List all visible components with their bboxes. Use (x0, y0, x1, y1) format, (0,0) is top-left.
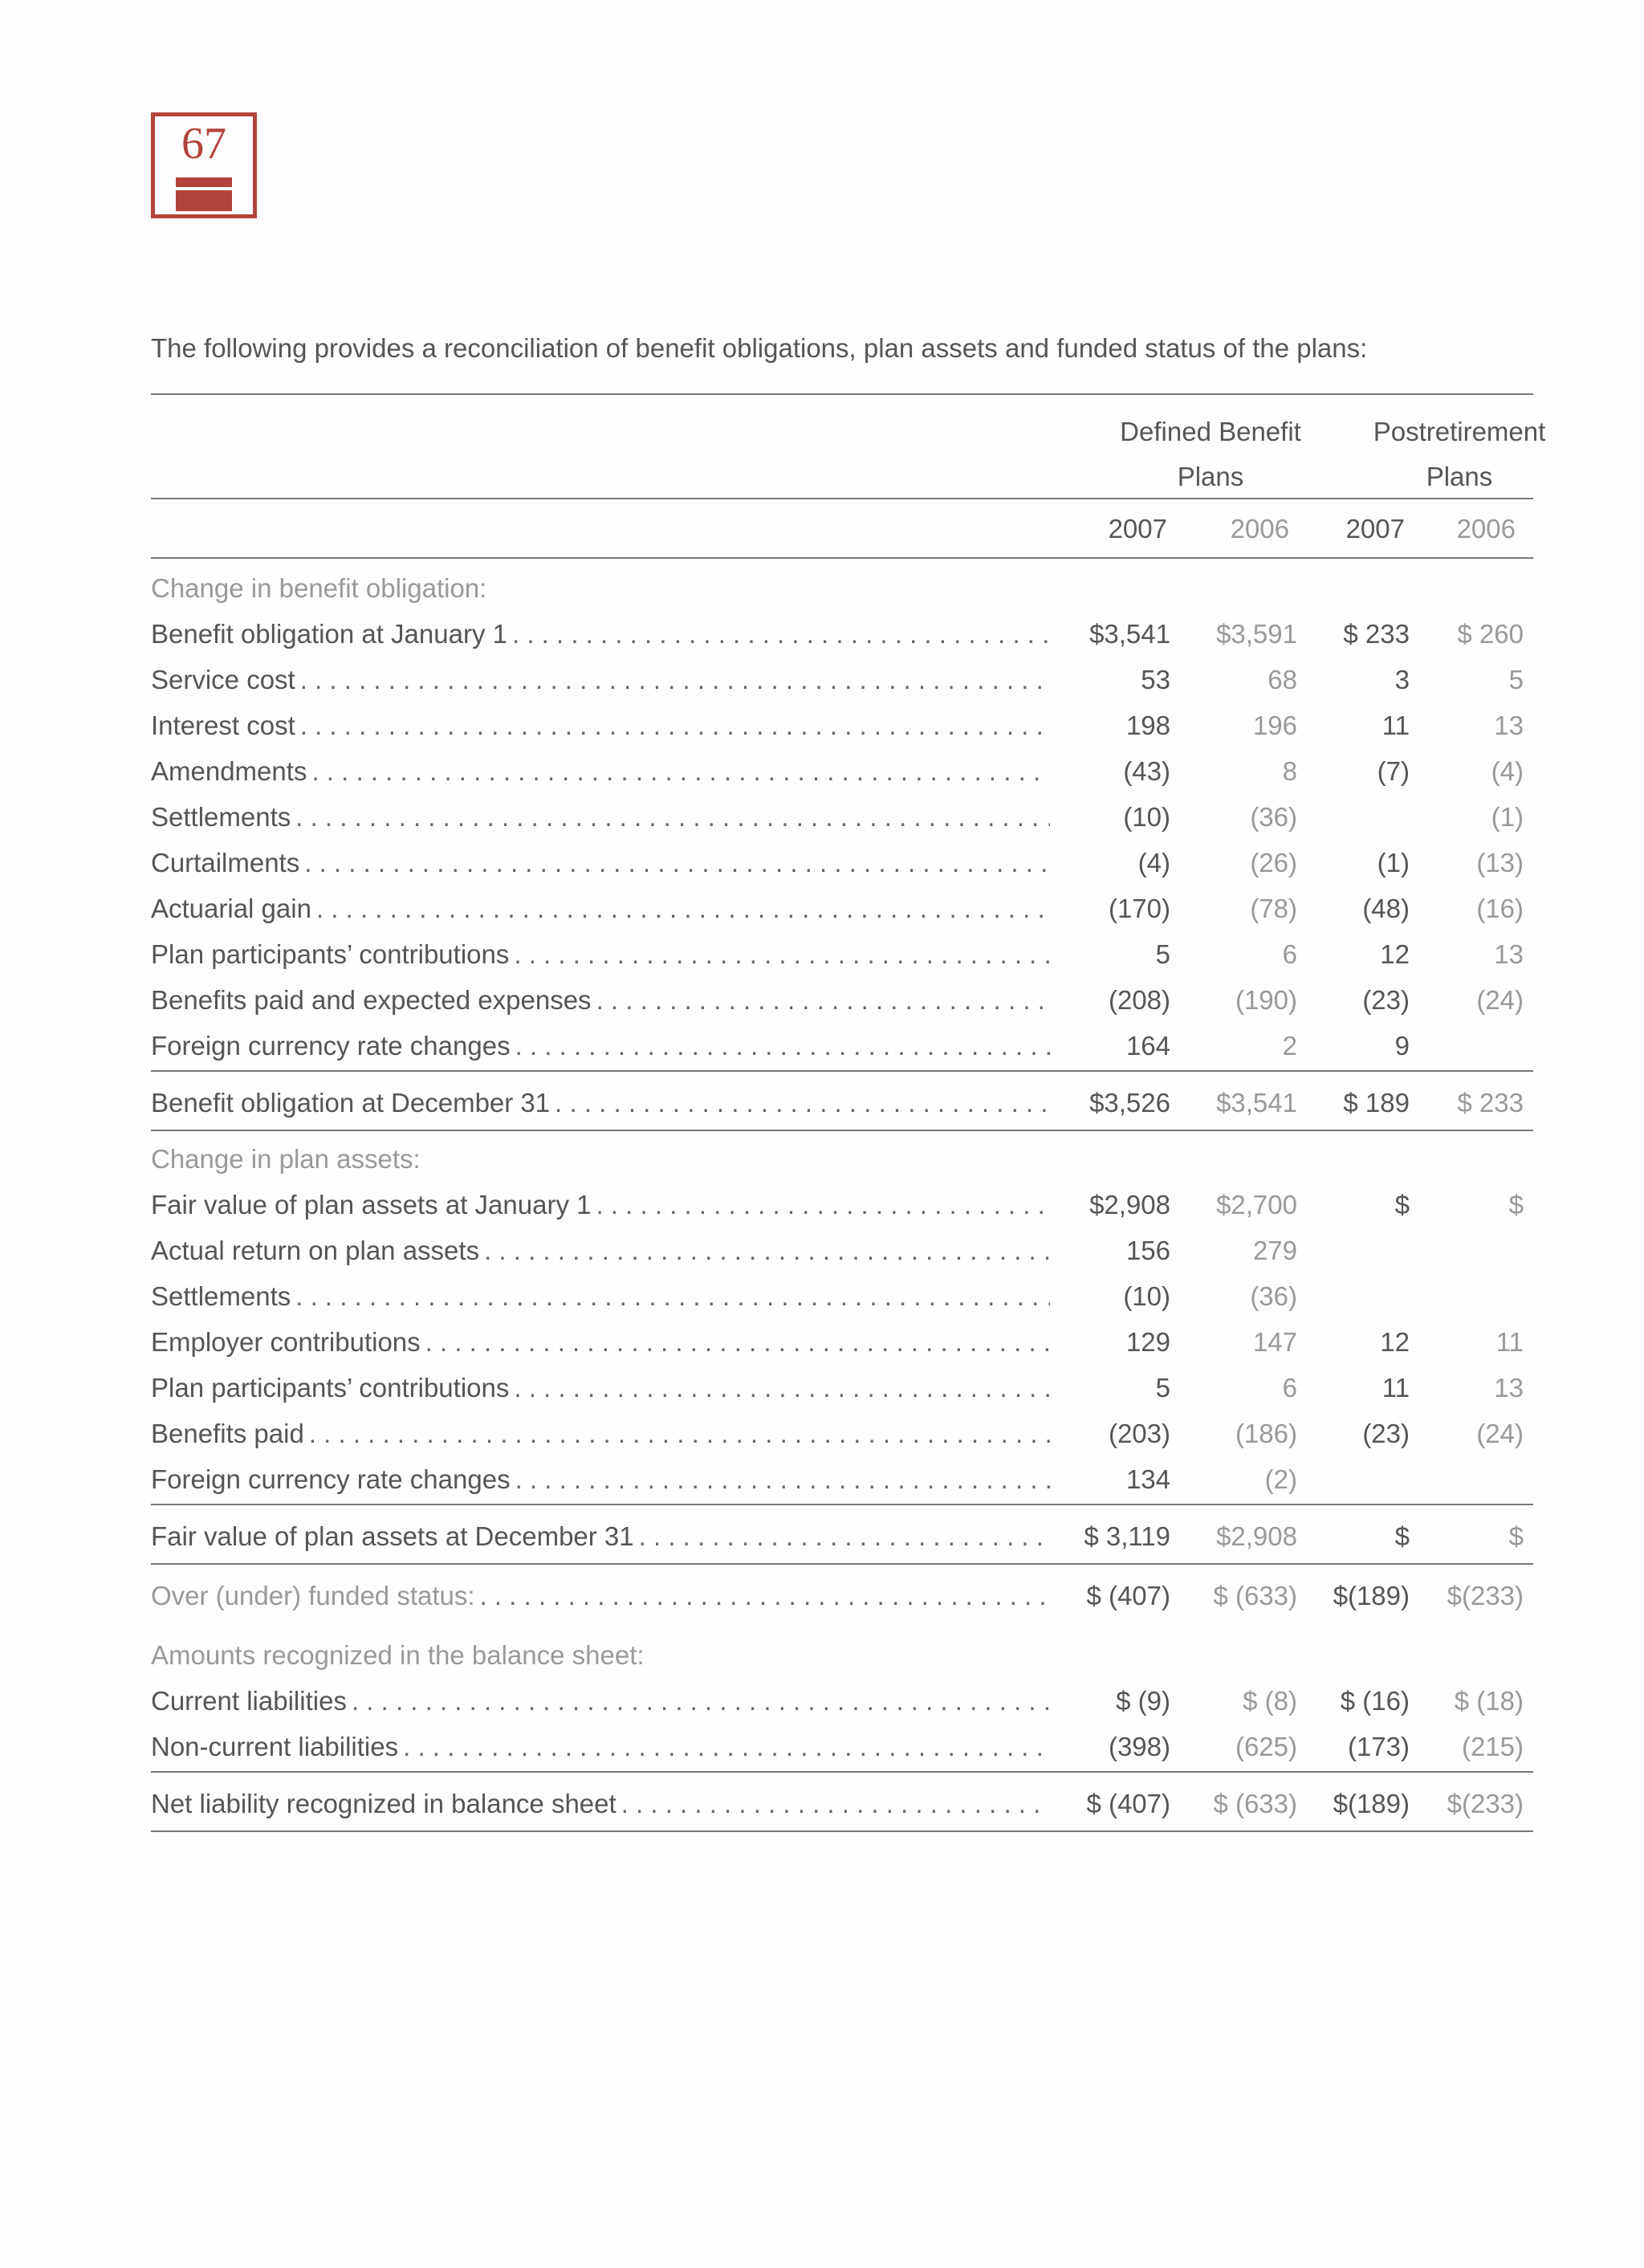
year-dbp-2007: 2007 (1108, 514, 1167, 544)
section-title: Change in benefit obligation: (151, 573, 487, 603)
value-cell: 147 (1252, 1327, 1297, 1357)
value-cell: (1) (1377, 848, 1410, 877)
value-cell: (10) (1123, 802, 1170, 832)
row-label: Employer contributions . . . (151, 1327, 1050, 1358)
group-header-row (151, 395, 1546, 498)
value-cell: (1) (1491, 802, 1524, 832)
value-cell: $2,700 (1216, 1190, 1297, 1220)
table-row (151, 796, 1533, 841)
value-cell: (36) (1250, 1281, 1297, 1311)
row-label: Benefit obligation at January 1 . . . (151, 619, 1050, 649)
value-cell: (43) (1123, 756, 1170, 786)
value-cell: (173) (1347, 1732, 1410, 1761)
row-label: Curtailments . . . (151, 848, 1050, 878)
row-label: Plan participants’ contributions . . . (151, 939, 1050, 970)
header-dbp-line2: Plans (1177, 462, 1244, 491)
value-cell: $2,908 (1089, 1190, 1170, 1220)
value-cell: 6 (1282, 1373, 1297, 1403)
value-cell: $ 3,119 (1084, 1521, 1170, 1551)
table-row (151, 750, 1533, 796)
row-label: Amendments . . . (151, 756, 1050, 787)
value-cell: $(189) (1333, 1789, 1410, 1818)
value-cell: 13 (1494, 1373, 1524, 1403)
header-prp-line1: Postretirement (1373, 417, 1546, 446)
value-cell: $3,541 (1089, 619, 1170, 649)
value-cell: $ (407) (1086, 1789, 1170, 1818)
badge-bar-thick (176, 190, 232, 211)
value-cell: $2,908 (1216, 1521, 1297, 1551)
value-cell: $ (16) (1340, 1686, 1410, 1716)
page-number: 67 (181, 119, 226, 169)
year-rule (151, 557, 1533, 559)
row-label: Service cost . . . (151, 665, 1050, 695)
total-row (151, 1070, 1533, 1131)
value-cell: (7) (1377, 756, 1410, 786)
value-cell: $ (8) (1243, 1686, 1297, 1716)
value-cell: (190) (1235, 985, 1297, 1015)
table-row (151, 1680, 1533, 1725)
value-cell: $(233) (1447, 1789, 1524, 1818)
table-row (151, 613, 1533, 658)
value-cell: $ 260 (1457, 619, 1524, 649)
value-cell: (203) (1108, 1419, 1170, 1448)
row-label: Actuarial gain . . . (151, 894, 1050, 924)
net-liability-row (151, 1771, 1533, 1832)
value-cell: 68 (1268, 665, 1297, 694)
header-dbp-line1: Defined Benefit (1120, 417, 1301, 446)
table-row (151, 841, 1533, 887)
table-row (151, 1458, 1533, 1504)
value-cell: 6 (1282, 939, 1297, 969)
row-label: Actual return on plan assets . . . (151, 1236, 1050, 1266)
value-cell: (2) (1264, 1464, 1297, 1494)
intro-text: The following provides a reconciliation of benefit obligations, plan assets and funded status of the plans: (151, 333, 1368, 363)
reconciliation-table (151, 393, 1546, 1832)
row-label: Fair value of plan assets at January 1 . . . (151, 1190, 1050, 1220)
value-cell: (36) (1250, 802, 1297, 832)
table-row (151, 1366, 1533, 1412)
section-heading (151, 1634, 1533, 1680)
value-cell: (625) (1235, 1732, 1297, 1761)
value-cell: 134 (1125, 1464, 1170, 1494)
funded-status-row (151, 1565, 1533, 1623)
table-row (151, 1321, 1533, 1366)
row-label: Non-current liabilities . . . (151, 1732, 1050, 1762)
value-cell: 5 (1508, 665, 1524, 694)
year-dbp-2006: 2006 (1230, 514, 1289, 544)
value-cell: $3,526 (1089, 1088, 1170, 1118)
page-number-badge (151, 112, 257, 218)
value-cell: (13) (1476, 848, 1524, 877)
value-cell: (26) (1250, 848, 1297, 877)
value-cell: $ (633) (1213, 1581, 1297, 1610)
row-label: Foreign currency rate changes . . . (151, 1464, 1050, 1495)
value-cell: 13 (1494, 711, 1524, 740)
value-cell: 9 (1394, 1031, 1410, 1061)
value-cell: (186) (1235, 1419, 1297, 1448)
value-cell: $ 233 (1343, 619, 1410, 649)
value-cell: $ (407) (1086, 1581, 1170, 1610)
value-cell: 13 (1494, 939, 1524, 969)
value-cell: (4) (1137, 848, 1170, 877)
value-cell: (24) (1476, 1419, 1524, 1448)
value-cell: $3,591 (1216, 619, 1297, 649)
value-cell: $ (9) (1116, 1686, 1170, 1716)
table-row (151, 979, 1533, 1024)
value-cell: (23) (1362, 1419, 1410, 1448)
section-title: Change in plan assets: (151, 1144, 421, 1174)
year-prp-2006: 2006 (1456, 514, 1516, 544)
value-cell: $ (633) (1213, 1789, 1297, 1818)
value-cell: 164 (1125, 1031, 1170, 1061)
value-cell: 12 (1380, 939, 1410, 969)
row-label: Fair value of plan assets at December 31 . . . (151, 1521, 1050, 1552)
value-cell: 12 (1380, 1327, 1410, 1357)
value-cell: (16) (1476, 894, 1524, 923)
table-row (151, 1024, 1533, 1070)
value-cell: 129 (1125, 1327, 1170, 1357)
row-label: Net liability recognized in balance sheet . . . (151, 1789, 1050, 1819)
value-cell: (215) (1461, 1732, 1524, 1761)
row-label: Benefit obligation at December 31 . . . (151, 1088, 1050, 1118)
row-label: Benefits paid . . . (151, 1419, 1050, 1449)
value-cell: 3 (1394, 665, 1410, 694)
value-cell: 196 (1252, 711, 1297, 740)
table-row (151, 887, 1533, 933)
section-heading (151, 567, 1533, 613)
row-label: Current liabilities . . . (151, 1686, 1050, 1716)
value-cell: 156 (1125, 1236, 1170, 1265)
value-cell: 198 (1125, 711, 1170, 740)
value-cell: (208) (1108, 985, 1170, 1015)
year-header-row (151, 499, 1533, 557)
value-cell: (78) (1250, 894, 1297, 923)
value-cell: 11 (1495, 1327, 1524, 1357)
value-cell: 11 (1382, 1373, 1410, 1403)
table-row (151, 1183, 1533, 1229)
table-row (151, 704, 1533, 750)
value-cell: $ (1394, 1190, 1410, 1220)
value-cell: 5 (1155, 939, 1170, 969)
table-row (151, 933, 1533, 979)
value-cell: 11 (1382, 711, 1410, 740)
value-cell: $ (1508, 1521, 1524, 1551)
value-cell: $(189) (1333, 1581, 1410, 1610)
value-cell: 2 (1282, 1031, 1297, 1061)
total-row (151, 1504, 1533, 1565)
value-cell: $(233) (1447, 1581, 1524, 1610)
value-cell: (398) (1108, 1732, 1170, 1761)
value-cell: $ (1394, 1521, 1410, 1551)
table-row (151, 1229, 1533, 1275)
year-prp-2007: 2007 (1345, 514, 1405, 544)
table-row (151, 1275, 1533, 1321)
badge-bar-thin (176, 177, 232, 187)
row-label: Benefits paid and expected expenses . . . (151, 985, 1050, 1016)
value-cell: $ 189 (1343, 1088, 1410, 1118)
row-label: Plan participants’ contributions . . . (151, 1373, 1050, 1403)
value-cell: 8 (1282, 756, 1297, 786)
value-cell: 279 (1252, 1236, 1297, 1265)
table-row (151, 1412, 1533, 1458)
value-cell: 53 (1141, 665, 1170, 694)
value-cell: (10) (1123, 1281, 1170, 1311)
value-cell: (23) (1362, 985, 1410, 1015)
section-heading (151, 1138, 1533, 1183)
value-cell: $ (18) (1454, 1686, 1524, 1716)
row-label: Over (under) funded status: . . . (151, 1581, 1050, 1611)
header-prp-line2: Plans (1426, 462, 1493, 491)
value-cell: (4) (1491, 756, 1524, 786)
section-title: Amounts recognized in the balance sheet: (151, 1640, 645, 1670)
value-cell: (170) (1108, 894, 1170, 923)
value-cell: $3,541 (1216, 1088, 1297, 1118)
value-cell: (48) (1362, 894, 1410, 923)
row-label: Interest cost . . . (151, 711, 1050, 741)
table-body (151, 567, 1533, 1832)
table-row (151, 658, 1533, 704)
table-row (151, 1725, 1533, 1771)
value-cell: 5 (1155, 1373, 1170, 1403)
row-label: Foreign currency rate changes . . . (151, 1031, 1050, 1061)
value-cell: $ (1508, 1190, 1524, 1220)
row-label: Settlements . . . (151, 802, 1050, 833)
header-defined-benefit (1090, 409, 1331, 499)
value-cell: (24) (1476, 985, 1524, 1015)
header-postretirement (1339, 409, 1580, 499)
value-cell: $ 233 (1457, 1088, 1524, 1118)
row-label: Settlements . . . (151, 1281, 1050, 1312)
